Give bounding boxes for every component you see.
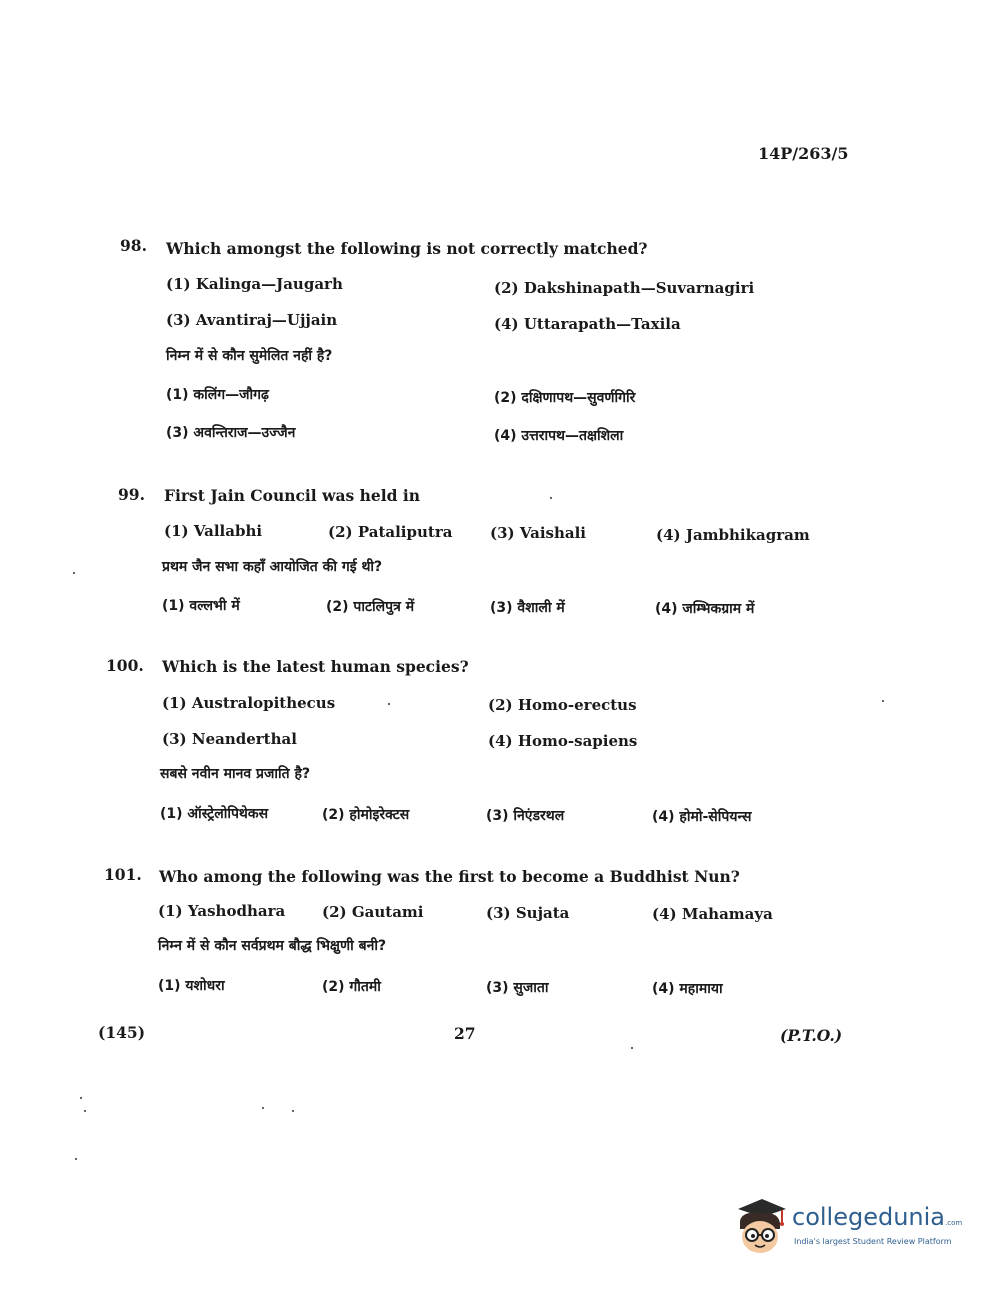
scan-speck: [631, 1047, 633, 1049]
student-mascot-icon: [732, 1195, 790, 1257]
question-99-option-3: (3) Vaishali: [490, 524, 586, 542]
question-98-hindi-option-2: (2) दक्षिणापथ—सुवर्णगिरि: [494, 390, 636, 406]
question-101-hindi-option-3: (3) सुजाता: [486, 980, 549, 996]
scan-speck: [262, 1107, 264, 1109]
question-100-option-4: (4) Homo-sapiens: [488, 732, 638, 750]
question-101-number: 101.: [104, 865, 142, 884]
question-98-option-3: (3) Avantiraj—Ujjain: [166, 311, 338, 329]
scan-speck: [550, 497, 552, 499]
question-98-option-2: (2) Dakshinapath—Suvarnagiri: [494, 279, 755, 297]
question-101-hindi-option-2: (2) गौतमी: [322, 979, 381, 995]
question-98-hindi-option-1: (1) कलिंग—जौगढ़: [166, 387, 269, 403]
question-98-text: Which amongst the following is not correctly matched?: [166, 239, 648, 258]
question-100-hindi-option-2: (2) होमोइरेक्टस: [322, 807, 410, 823]
question-101-hindi-option-4: (4) महामाया: [652, 981, 723, 997]
question-100-option-2: (2) Homo-erectus: [488, 696, 637, 714]
question-99-hindi-option-3: (3) वैशाली में: [490, 600, 565, 616]
collegedunia-watermark: [732, 1195, 962, 1265]
question-98-hindi-option-4: (4) उत्तरापथ—तक्षशिला: [494, 428, 624, 444]
question-99-option-1: (1) Vallabhi: [164, 522, 263, 540]
scan-speck: [388, 703, 390, 705]
question-98-hindi-option-3: (3) अवन्तिराज—उज्जैन: [166, 425, 296, 441]
question-99-hindi-option-1: (1) वल्लभी में: [162, 598, 240, 614]
page-number: 27: [454, 1024, 476, 1043]
brand-tagline: India's largest Student Review Platform: [794, 1237, 952, 1246]
question-100-option-3: (3) Neanderthal: [162, 730, 297, 748]
question-101-option-4: (4) Mahamaya: [652, 905, 773, 923]
scan-speck: [292, 1110, 294, 1112]
question-99-hindi-option-2: (2) पाटलिपुत्र में: [326, 599, 415, 615]
question-101-option-1: (1) Yashodhara: [158, 902, 286, 920]
scan-speck: [73, 572, 75, 574]
scan-speck: [84, 1110, 86, 1112]
question-100-text: Which is the latest human species?: [162, 657, 469, 676]
scan-speck: [75, 1158, 77, 1160]
question-100-hindi-text: सबसे नवीन मानव प्रजाति है?: [160, 766, 311, 782]
question-99-text: First Jain Council was held in: [164, 486, 421, 505]
question-100-option-1: (1) Australopithecus: [162, 694, 336, 712]
question-100-hindi-option-1: (1) ऑस्ट्रेलोपिथेकस: [160, 806, 269, 822]
pto-marker: (P.T.O.): [780, 1026, 843, 1045]
question-98-option-4: (4) Uttarapath—Taxila: [494, 315, 681, 333]
question-100-number: 100.: [106, 656, 144, 675]
footer-code: (145): [98, 1023, 146, 1042]
question-99-number: 99.: [118, 485, 145, 504]
question-101-hindi-option-1: (1) यशोधरा: [158, 978, 225, 994]
question-99-hindi-option-4: (4) जम्भिकग्राम में: [655, 601, 755, 617]
question-98-hindi-text: निम्न में से कौन सुमेलित नहीं है?: [166, 348, 333, 364]
question-98-number: 98.: [120, 236, 147, 255]
question-99-option-4: (4) Jambhikagram: [656, 526, 810, 544]
scan-speck: [80, 1097, 82, 1099]
brand-suffix: .com: [945, 1219, 963, 1227]
question-101-text: Who among the following was the first to become a Buddhist Nun?: [159, 867, 740, 886]
brand-name: collegedunia: [792, 1203, 946, 1231]
question-100-hindi-option-4: (4) होमो-सेपियन्स: [652, 809, 752, 825]
question-99-hindi-text: प्रथम जैन सभा कहाँ आयोजित की गई थी?: [162, 559, 383, 575]
paper-code: 14P/263/5: [758, 144, 849, 163]
question-101-option-2: (2) Gautami: [322, 903, 424, 921]
collegedunia-brand: [792, 1203, 962, 1231]
question-100-hindi-option-3: (3) निएंडरथल: [486, 808, 565, 824]
question-99-option-2: (2) Pataliputra: [328, 523, 453, 541]
question-101-hindi-text: निम्न में से कौन सर्वप्रथम बौद्ध भिक्षुणी बनी?: [158, 938, 387, 954]
scan-speck: [882, 700, 884, 702]
question-101-option-3: (3) Sujata: [486, 904, 570, 922]
question-98-option-1: (1) Kalinga—Jaugarh: [166, 275, 343, 293]
